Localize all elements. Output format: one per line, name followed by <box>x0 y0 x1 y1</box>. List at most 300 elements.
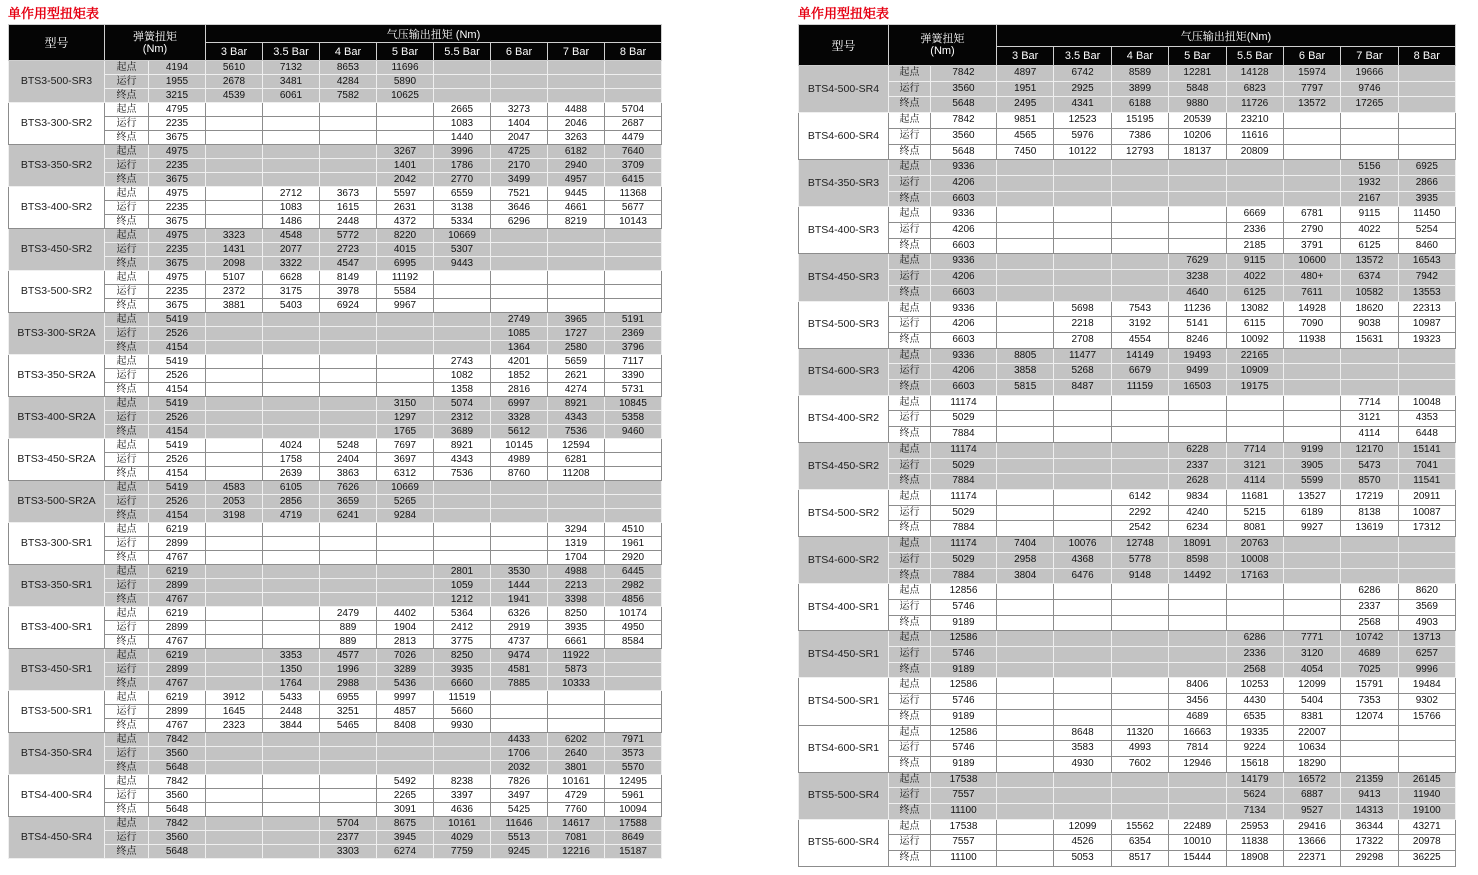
model-name-cell: BTS3-300-SR2 <box>9 103 105 145</box>
torque-value-cell <box>997 756 1054 772</box>
torque-value-cell <box>1283 175 1340 191</box>
torque-value-cell: 14928 <box>1283 301 1340 317</box>
torque-value-cell: 9284 <box>377 509 434 523</box>
phase-label-cell: 终点 <box>889 285 931 301</box>
table-row <box>9 775 662 789</box>
torque-value-cell <box>491 89 548 103</box>
torque-value-cell <box>1111 427 1168 443</box>
torque-value-cell <box>206 845 263 859</box>
phase-label-cell: 终点 <box>105 215 149 229</box>
torque-value-cell <box>1054 615 1111 631</box>
torque-value-cell <box>1054 709 1111 725</box>
torque-value-cell: 1059 <box>434 579 491 593</box>
torque-value-cell: 15141 <box>1398 442 1455 458</box>
torque-value-cell <box>320 537 377 551</box>
spring-torque-cell: 3560 <box>149 831 206 845</box>
model-name-cell: BTS4-450-SR2 <box>799 442 889 489</box>
torque-value-cell <box>605 495 662 509</box>
torque-value-cell: 2640 <box>548 747 605 761</box>
torque-value-cell: 4930 <box>1054 756 1111 772</box>
torque-value-cell: 5815 <box>997 380 1054 396</box>
spring-torque-cell: 7842 <box>931 66 997 82</box>
torque-value-cell <box>1054 458 1111 474</box>
phase-label-cell: 运行 <box>105 747 149 761</box>
col-header-bar: 5.5 Bar <box>1226 47 1283 66</box>
torque-value-cell: 6241 <box>320 509 377 523</box>
torque-value-cell <box>263 173 320 187</box>
phase-label-cell: 终点 <box>105 677 149 691</box>
torque-value-cell <box>605 649 662 663</box>
torque-value-cell: 4988 <box>548 565 605 579</box>
torque-value-cell: 1996 <box>320 663 377 677</box>
phase-label-cell: 终点 <box>105 173 149 187</box>
model-name-cell: BTS3-500-SR3 <box>9 61 105 103</box>
torque-value-cell <box>1111 175 1168 191</box>
torque-value-cell: 6997 <box>491 397 548 411</box>
spring-torque-cell: 9336 <box>931 254 997 270</box>
spring-torque-cell: 7884 <box>931 427 997 443</box>
torque-value-cell: 5404 <box>1283 694 1340 710</box>
torque-value-cell: 7582 <box>320 89 377 103</box>
torque-value-cell <box>997 489 1054 505</box>
torque-value-cell <box>997 285 1054 301</box>
torque-value-cell: 3192 <box>1111 317 1168 333</box>
spring-torque-cell: 5648 <box>149 803 206 817</box>
torque-value-cell: 11519 <box>434 691 491 705</box>
phase-label-cell: 起点 <box>105 565 149 579</box>
torque-value-cell <box>1283 599 1340 615</box>
table-row <box>799 97 1456 113</box>
torque-value-cell: 6202 <box>548 733 605 747</box>
phase-label-cell: 起点 <box>105 145 149 159</box>
torque-value-cell <box>263 565 320 579</box>
torque-value-cell: 5677 <box>605 201 662 215</box>
torque-value-cell <box>1283 128 1340 144</box>
phase-label-cell: 起点 <box>889 631 931 647</box>
torque-value-cell <box>997 395 1054 411</box>
torque-value-cell <box>434 537 491 551</box>
torque-value-cell <box>605 691 662 705</box>
torque-value-cell <box>548 495 605 509</box>
model-name-cell: BTS3-350-SR1 <box>9 565 105 607</box>
spring-torque-cell: 2526 <box>149 411 206 425</box>
torque-value-cell: 2047 <box>491 131 548 145</box>
torque-value-cell: 8570 <box>1341 474 1398 490</box>
torque-value-cell: 18091 <box>1169 537 1226 553</box>
torque-value-cell: 8584 <box>605 635 662 649</box>
torque-value-cell: 8675 <box>377 817 434 831</box>
torque-value-cell: 5107 <box>206 271 263 285</box>
torque-value-cell: 22007 <box>1283 725 1340 741</box>
phase-label-cell: 终点 <box>889 521 931 537</box>
torque-value-cell: 2336 <box>1226 647 1283 663</box>
table-row <box>9 509 662 523</box>
torque-value-cell: 4737 <box>491 635 548 649</box>
torque-value-cell <box>1054 772 1111 788</box>
torque-value-cell <box>263 537 320 551</box>
torque-value-cell: 29416 <box>1283 819 1340 835</box>
torque-value-cell <box>1054 427 1111 443</box>
torque-value-cell: 3138 <box>434 201 491 215</box>
torque-value-cell <box>491 495 548 509</box>
torque-value-cell <box>320 103 377 117</box>
torque-value-cell: 7536 <box>548 425 605 439</box>
torque-value-cell <box>434 89 491 103</box>
torque-value-cell: 8149 <box>320 271 377 285</box>
torque-value-cell <box>997 694 1054 710</box>
torque-value-cell: 4114 <box>1226 474 1283 490</box>
torque-value-cell <box>1283 380 1340 396</box>
torque-value-cell <box>377 747 434 761</box>
torque-value-cell <box>1283 348 1340 364</box>
torque-value-cell: 7971 <box>605 733 662 747</box>
torque-value-cell: 4640 <box>1169 285 1226 301</box>
table-row <box>9 453 662 467</box>
torque-value-cell <box>1283 395 1340 411</box>
torque-value-cell: 14149 <box>1111 348 1168 364</box>
torque-value-cell: 8381 <box>1283 709 1340 725</box>
torque-value-cell <box>263 383 320 397</box>
torque-value-cell: 2336 <box>1226 223 1283 239</box>
torque-value-cell: 10161 <box>548 775 605 789</box>
torque-value-cell: 29298 <box>1341 851 1398 867</box>
torque-value-cell: 3481 <box>263 75 320 89</box>
torque-value-cell: 7697 <box>377 439 434 453</box>
torque-value-cell: 5698 <box>1054 301 1111 317</box>
table-row <box>9 201 662 215</box>
torque-value-cell <box>997 521 1054 537</box>
phase-label-cell: 起点 <box>889 678 931 694</box>
torque-value-cell: 12495 <box>605 775 662 789</box>
torque-value-cell <box>1398 552 1455 568</box>
torque-value-cell <box>206 355 263 369</box>
torque-value-cell <box>206 411 263 425</box>
torque-value-cell <box>206 635 263 649</box>
torque-value-cell: 8138 <box>1341 505 1398 521</box>
table-row <box>799 442 1456 458</box>
spring-torque-cell: 2899 <box>149 621 206 635</box>
torque-value-cell <box>1054 474 1111 490</box>
torque-value-cell <box>377 593 434 607</box>
torque-value-cell: 36344 <box>1341 819 1398 835</box>
torque-value-cell: 3294 <box>548 523 605 537</box>
torque-value-cell <box>548 243 605 257</box>
torque-value-cell: 6995 <box>377 257 434 271</box>
torque-value-cell <box>997 725 1054 741</box>
spring-torque-cell: 12856 <box>931 584 997 600</box>
torque-value-cell: 2042 <box>377 173 434 187</box>
torque-value-cell: 4719 <box>263 509 320 523</box>
table-row <box>9 537 662 551</box>
torque-value-cell <box>1398 568 1455 584</box>
torque-value-cell <box>206 733 263 747</box>
torque-value-cell: 6781 <box>1283 207 1340 223</box>
torque-value-cell <box>1054 442 1111 458</box>
torque-value-cell: 10253 <box>1226 678 1283 694</box>
spring-torque-cell: 12586 <box>931 678 997 694</box>
table-row <box>799 66 1456 82</box>
torque-value-cell <box>263 845 320 859</box>
torque-value-cell <box>263 621 320 635</box>
torque-value-cell: 22371 <box>1283 851 1340 867</box>
torque-value-cell: 3323 <box>206 229 263 243</box>
phase-label-cell: 终点 <box>889 568 931 584</box>
torque-value-cell: 4479 <box>605 131 662 145</box>
torque-value-cell: 13572 <box>1283 97 1340 113</box>
table-row <box>799 599 1456 615</box>
torque-value-cell: 4022 <box>1226 270 1283 286</box>
torque-value-cell <box>320 593 377 607</box>
torque-value-cell: 7025 <box>1341 662 1398 678</box>
torque-value-cell: 5492 <box>377 775 434 789</box>
torque-value-cell: 11646 <box>491 817 548 831</box>
torque-value-cell: 5772 <box>320 229 377 243</box>
table-row <box>9 117 662 131</box>
table-row <box>799 160 1456 176</box>
torque-value-cell <box>206 551 263 565</box>
torque-value-cell: 12748 <box>1111 537 1168 553</box>
torque-value-cell <box>548 285 605 299</box>
spring-torque-cell: 5419 <box>149 313 206 327</box>
torque-value-cell: 13527 <box>1283 489 1340 505</box>
torque-value-cell: 6326 <box>491 607 548 621</box>
phase-label-cell: 运行 <box>889 317 931 333</box>
torque-value-cell: 5358 <box>605 411 662 425</box>
torque-value-cell <box>1226 160 1283 176</box>
torque-value-cell: 6887 <box>1283 788 1340 804</box>
torque-value-cell: 9499 <box>1169 364 1226 380</box>
torque-value-cell: 2801 <box>434 565 491 579</box>
torque-value-cell <box>1111 599 1168 615</box>
torque-value-cell: 5268 <box>1054 364 1111 380</box>
phase-label-cell: 运行 <box>889 411 931 427</box>
torque-value-cell: 1297 <box>377 411 434 425</box>
torque-value-cell: 9927 <box>1283 521 1340 537</box>
table-row <box>9 131 662 145</box>
torque-value-cell: 7081 <box>548 831 605 845</box>
torque-value-cell <box>1169 647 1226 663</box>
table-row <box>799 128 1456 144</box>
torque-value-cell <box>1169 207 1226 223</box>
torque-value-cell: 4547 <box>320 257 377 271</box>
torque-value-cell: 4488 <box>548 103 605 117</box>
torque-value-cell <box>605 677 662 691</box>
torque-value-cell: 22489 <box>1169 819 1226 835</box>
torque-value-cell: 4856 <box>605 593 662 607</box>
torque-value-cell: 10634 <box>1283 741 1340 757</box>
torque-value-cell: 4636 <box>434 803 491 817</box>
torque-value-cell: 2790 <box>1283 223 1340 239</box>
torque-value-cell <box>1283 191 1340 207</box>
torque-value-cell <box>1226 427 1283 443</box>
torque-value-cell <box>1226 584 1283 600</box>
torque-value-cell: 11681 <box>1226 489 1283 505</box>
model-name-cell: BTS5-600-SR4 <box>799 819 889 866</box>
torque-value-cell: 8653 <box>320 61 377 75</box>
torque-value-cell: 22313 <box>1398 301 1455 317</box>
torque-value-cell: 3273 <box>491 103 548 117</box>
spring-torque-cell: 9189 <box>931 615 997 631</box>
torque-value-cell: 20539 <box>1169 113 1226 129</box>
torque-value-cell: 3238 <box>1169 270 1226 286</box>
torque-value-cell: 13572 <box>1341 254 1398 270</box>
torque-value-cell <box>605 229 662 243</box>
torque-value-cell: 20911 <box>1398 489 1455 505</box>
torque-value-cell: 11922 <box>548 649 605 663</box>
spring-torque-cell: 9336 <box>931 348 997 364</box>
spring-torque-cell: 4767 <box>149 677 206 691</box>
table-title: 单作用型扭矩表 <box>8 6 100 21</box>
torque-value-cell <box>434 551 491 565</box>
torque-value-cell: 3697 <box>377 453 434 467</box>
torque-value-cell: 11159 <box>1111 380 1168 396</box>
phase-label-cell: 起点 <box>105 691 149 705</box>
torque-value-cell: 5364 <box>434 607 491 621</box>
torque-value-cell <box>1169 238 1226 254</box>
spring-torque-cell: 7884 <box>931 568 997 584</box>
torque-value-cell <box>1226 411 1283 427</box>
torque-value-cell: 5473 <box>1341 458 1398 474</box>
torque-value-cell <box>1398 364 1455 380</box>
torque-value-cell <box>1169 395 1226 411</box>
torque-value-cell: 3945 <box>377 831 434 845</box>
spring-torque-cell: 4206 <box>931 317 997 333</box>
torque-value-cell <box>605 663 662 677</box>
phase-label-cell: 起点 <box>105 607 149 621</box>
col-header-bar: 5 Bar <box>1169 47 1226 66</box>
torque-value-cell <box>320 747 377 761</box>
table-row <box>799 395 1456 411</box>
phase-label-cell: 终点 <box>889 238 931 254</box>
torque-value-cell: 6660 <box>434 677 491 691</box>
torque-value-cell: 7090 <box>1283 317 1340 333</box>
torque-value-cell <box>1398 741 1455 757</box>
spring-torque-cell: 5419 <box>149 397 206 411</box>
torque-value-cell: 2185 <box>1226 238 1283 254</box>
torque-value-cell <box>1169 662 1226 678</box>
torque-value-cell <box>263 761 320 775</box>
torque-value-cell: 14313 <box>1341 804 1398 820</box>
torque-value-cell <box>1111 584 1168 600</box>
torque-value-cell: 11477 <box>1054 348 1111 364</box>
torque-value-cell: 7714 <box>1226 442 1283 458</box>
torque-value-cell: 5704 <box>605 103 662 117</box>
torque-value-cell <box>1054 411 1111 427</box>
torque-value-cell <box>320 131 377 145</box>
phase-label-cell: 起点 <box>889 113 931 129</box>
table-row <box>9 411 662 425</box>
spring-torque-cell: 4154 <box>149 383 206 397</box>
torque-value-cell: 3858 <box>997 364 1054 380</box>
torque-value-cell <box>206 677 263 691</box>
torque-value-cell: 4539 <box>206 89 263 103</box>
spring-torque-cell: 4975 <box>149 187 206 201</box>
torque-value-cell <box>491 537 548 551</box>
torque-value-cell: 3905 <box>1283 458 1340 474</box>
torque-value-cell <box>997 270 1054 286</box>
spring-torque-cell: 4206 <box>931 175 997 191</box>
table-row <box>9 439 662 453</box>
spring-torque-cell: 2526 <box>149 369 206 383</box>
torque-value-cell: 4201 <box>491 355 548 369</box>
torque-value-cell: 10206 <box>1169 128 1226 144</box>
torque-value-cell: 2665 <box>434 103 491 117</box>
torque-value-cell: 5610 <box>206 61 263 75</box>
col-header-bar: 5 Bar <box>377 43 434 61</box>
torque-value-cell <box>1341 128 1398 144</box>
torque-value-cell: 2712 <box>263 187 320 201</box>
col-header-bar: 8 Bar <box>1398 47 1455 66</box>
torque-value-cell <box>1111 662 1168 678</box>
torque-value-cell <box>1283 160 1340 176</box>
torque-value-cell: 2639 <box>263 467 320 481</box>
phase-label-cell: 运行 <box>105 453 149 467</box>
model-name-cell: BTS4-600-SR1 <box>799 725 889 772</box>
spring-torque-cell: 5029 <box>931 458 997 474</box>
phase-label-cell: 运行 <box>889 788 931 804</box>
torque-value-cell: 19175 <box>1226 380 1283 396</box>
torque-value-cell <box>320 775 377 789</box>
col-header-bar: 4 Bar <box>320 43 377 61</box>
torque-value-cell: 1404 <box>491 117 548 131</box>
model-name-cell: BTS3-350-SR2A <box>9 355 105 397</box>
torque-value-cell: 8649 <box>605 831 662 845</box>
torque-value-cell: 3499 <box>491 173 548 187</box>
torque-value-cell: 7640 <box>605 145 662 159</box>
torque-value-cell <box>1054 285 1111 301</box>
torque-value-cell <box>206 803 263 817</box>
spring-torque-cell: 11174 <box>931 442 997 458</box>
torque-value-cell: 21359 <box>1341 772 1398 788</box>
table-row <box>9 103 662 117</box>
torque-value-cell: 15444 <box>1169 851 1226 867</box>
spring-torque-cell: 7557 <box>931 835 997 851</box>
phase-label-cell: 终点 <box>889 615 931 631</box>
model-name-cell: BTS4-600-SR4 <box>799 113 889 160</box>
phase-label-cell: 运行 <box>105 789 149 803</box>
torque-value-cell <box>434 495 491 509</box>
torque-value-cell: 1932 <box>1341 175 1398 191</box>
torque-value-cell <box>377 579 434 593</box>
torque-value-cell: 6415 <box>605 173 662 187</box>
phase-label-cell: 终点 <box>105 131 149 145</box>
torque-value-cell: 2770 <box>434 173 491 187</box>
torque-value-cell: 8220 <box>377 229 434 243</box>
torque-value-cell: 4581 <box>491 663 548 677</box>
torque-value-cell: 6125 <box>1226 285 1283 301</box>
torque-value-cell: 3353 <box>263 649 320 663</box>
torque-value-cell <box>1169 175 1226 191</box>
spring-torque-cell: 4795 <box>149 103 206 117</box>
torque-value-cell: 15974 <box>1283 66 1340 82</box>
torque-value-cell <box>206 663 263 677</box>
torque-value-cell: 5890 <box>377 75 434 89</box>
torque-value-cell: 17265 <box>1341 97 1398 113</box>
torque-value-cell <box>434 761 491 775</box>
spring-torque-cell: 5029 <box>931 552 997 568</box>
torque-value-cell: 11192 <box>377 271 434 285</box>
model-name-cell: BTS4-450-SR4 <box>9 817 105 859</box>
torque-value-cell <box>997 458 1054 474</box>
torque-value-cell: 10669 <box>377 481 434 495</box>
table-header <box>799 25 1456 66</box>
spring-torque-cell: 2526 <box>149 327 206 341</box>
torque-value-cell: 5513 <box>491 831 548 845</box>
torque-value-cell: 10625 <box>377 89 434 103</box>
torque-value-cell <box>206 215 263 229</box>
torque-value-cell <box>320 733 377 747</box>
torque-value-cell: 3791 <box>1283 238 1340 254</box>
